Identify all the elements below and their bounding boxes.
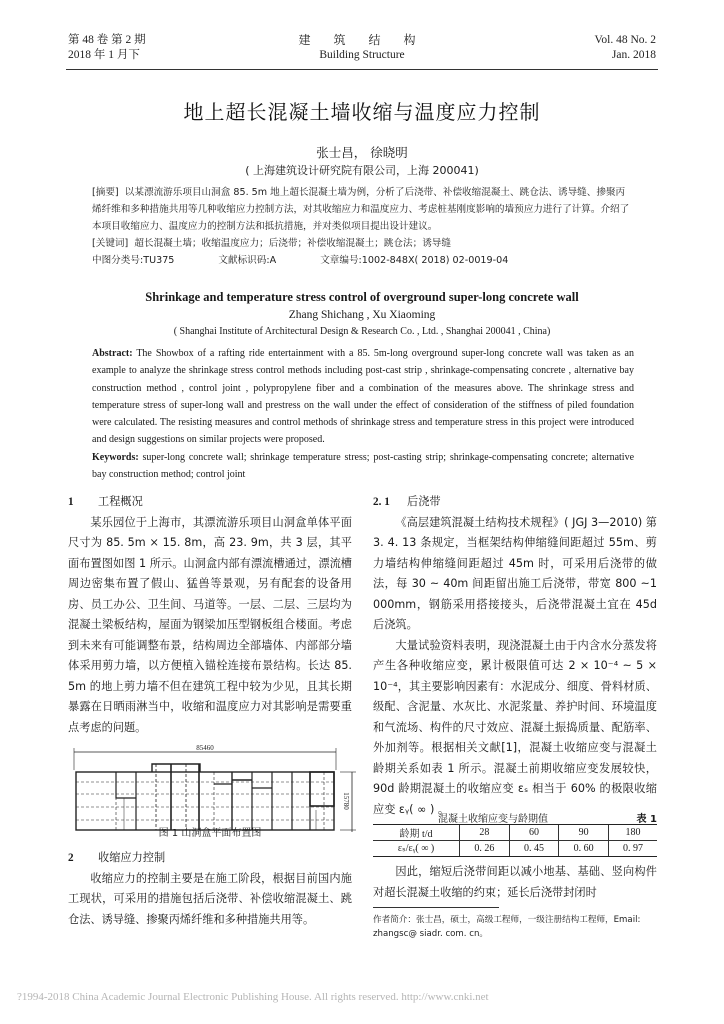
section2-1-paragraph-3: 因此，缩短后浇带间距以减小地基、基础、竖向构件对超长混凝土收缩的约束；延长后浇带封闭时 bbox=[373, 865, 657, 899]
abstract-cn-text: 以某漂流游乐项目山洞盒 85. 5m 地上超长混凝土墙为例，分析了后浇带、补偿收缩混凝土、跳仓法、诱导缝、掺聚丙烯纤维和多种措施共用等几种收缩应力控制方法，对其收缩应力和温度应力、考虑桩基刚度影响的墙预应力进行了计算。介绍了本项目收缩应力、温度应力的控制方法和抵抗措施，并对类似项目提出设计建议。 bbox=[92, 187, 630, 232]
table-cell: 90 bbox=[559, 825, 609, 841]
affiliation-cn: ( 上海建筑设计研究院有限公司，上海 200041) bbox=[245, 164, 479, 177]
article-no-label: 文章编号: bbox=[320, 255, 362, 266]
issue-date: 2018 年 1 月下 bbox=[68, 49, 140, 61]
left-column-top bbox=[68, 492, 352, 738]
doc-code-label: 文献标识码: bbox=[218, 255, 270, 266]
issue-info-en bbox=[595, 33, 656, 63]
keywords-en bbox=[92, 449, 634, 484]
abstract-en-text: The Showbox of a rafting ride entertainment with a 85. 5m-long overground super-long concrete wall was taken as an example to analyze the shrinkage stress control methods including post-cast strip , shrinkage-compensating concrete , alternative bay construction method , control joint , polypropylene fiber and a combination of the measures above. The shrinkage stress and temperature stress of super-long wall and prestress on the wall under the effect of consideration of the stiffness of piled foundation were calculated. The resisting measures and control methods of shrinkage stress and temperature stress in this project were introduced and design suggestions on similar projects were proposed. bbox=[92, 348, 634, 446]
table-cell: 0. 60 bbox=[559, 841, 609, 857]
header-divider bbox=[66, 69, 658, 70]
abstract-cn-block bbox=[92, 184, 634, 269]
right-column-top bbox=[373, 492, 657, 820]
section-heading-2-1 bbox=[373, 492, 657, 513]
table-1-title: 混凝土收缩应变与龄期值 bbox=[438, 814, 548, 825]
paper-title-en: Shrinkage and temperature stress control of overground super-long concrete wall bbox=[145, 290, 579, 304]
right-column-bottom bbox=[373, 862, 657, 903]
floor-plan-drawing bbox=[72, 744, 358, 832]
authors-cn: 张士昌， 徐晓明 bbox=[316, 145, 408, 160]
left-column-bottom bbox=[68, 848, 352, 930]
keywords-en-text: super-long concrete wall; shrinkage temperature stress; post-casting strip; shrinkage-compensating concrete; alternative bay construction method; control joint bbox=[92, 451, 635, 481]
clc-label: 中图分类号: bbox=[92, 255, 144, 266]
classification-line bbox=[92, 252, 634, 269]
dimension-width: 15780 bbox=[342, 792, 350, 810]
affiliation-en: ( Shanghai Institute of Architectural Design & Research Co. , Ltd. , Shanghai 200041 , China) bbox=[173, 326, 551, 337]
figure-1-floor-plan bbox=[72, 744, 358, 832]
section-heading-2 bbox=[68, 848, 352, 869]
abstract-cn-label: [摘要] bbox=[92, 187, 119, 198]
section2-paragraph: 收缩应力的控制主要是在施工阶段，根据目前国内施工现状，可采用的措施包括后浇带、补偿收缩混凝土、跳仓法、诱导缝、掺聚丙烯纤维和多种措施共用等。 bbox=[68, 871, 352, 926]
table-1-number: 表 1 bbox=[636, 814, 657, 825]
article-no-value: 1002-848X( 2018) 02-0019-04 bbox=[361, 255, 509, 266]
volume-issue-en: Vol. 48 No. 2 bbox=[594, 34, 656, 46]
keywords-cn bbox=[92, 235, 634, 252]
abstract-en-label: Abstract: bbox=[92, 348, 133, 359]
abstract-en-block bbox=[92, 345, 634, 483]
abstract-cn bbox=[92, 184, 634, 235]
table-cell: 28 bbox=[460, 825, 510, 841]
section-title: 工程概况 bbox=[98, 495, 143, 508]
journal-name-en: Building Structure bbox=[319, 49, 405, 61]
section-heading-1 bbox=[68, 492, 352, 513]
table-cell: εₛ/εᵧ( ∞ ) bbox=[373, 841, 460, 857]
section2-1-paragraph-2: 大量试验资料表明，现浇混凝土由于内含水分蒸发将产生各种收缩应变，累计极限值可达 2 × 10⁻⁴ ~ 5 × 10⁻⁴，其主要影响因素有：水泥成分、细度、骨料材质、级配、含泥量、水灰比、水泥浆量、养护时间、环境温度和气流场、构件的尺寸效应、混凝土振捣质量、配筋率、外加剂等。根据相关文献[1]，混凝土收缩应变与混凝土龄期关系如表 1 所示。混凝土前期收缩应变发展较快，90d 龄期混凝土的收缩应变 εₛ 相当于 60% 的极限收缩应变 εᵧ( ∞ ) 。 bbox=[373, 638, 657, 816]
section-title: 后浇带 bbox=[407, 495, 441, 508]
section-number: 2 bbox=[68, 852, 74, 864]
table-1-shrinkage-vs-age bbox=[373, 824, 657, 857]
keywords-cn-text: 超长混凝土墙；收缩温度应力；后浇带；补偿收缩混凝土；跳仓法；诱导缝 bbox=[134, 238, 451, 249]
copyright-footer: ?1994-2018 China Academic Journal Electronic Publishing House. All rights reserved. http://www.cnki.net bbox=[17, 991, 489, 1003]
authors-en: Zhang Shichang , Xu Xiaoming bbox=[288, 309, 436, 321]
keywords-en-label: Keywords: bbox=[92, 451, 139, 463]
doc-code-value: A bbox=[269, 255, 277, 266]
volume-issue: 第 48 卷 第 2 期 bbox=[68, 34, 146, 46]
table-cell: 0. 26 bbox=[460, 841, 510, 857]
section-title: 收缩应力控制 bbox=[98, 851, 166, 864]
clc-value: TU375 bbox=[143, 255, 175, 266]
abstract-en bbox=[92, 345, 634, 449]
author-footnote: 作者简介：张士昌，硕士，高级工程师，一级注册结构工程师，Email: zhangsc@ siadr. com. cn。 bbox=[373, 915, 641, 939]
figure-1-caption: 图 1 山洞盒平面布置图 bbox=[158, 828, 262, 839]
keywords-cn-label: [关键词] bbox=[92, 238, 129, 249]
section2-1-paragraph-1: 《高层建筑混凝土结构技术规程》( JGJ 3—2010) 第 3. 4. 13 条规定，当框架结构伸缩缝间距超过 55m、剪力墙结构伸缩缝间距超过 45m 时，可采用后浇带的做法，每 30 ~ 40m 间距留出施工后浇带，带宽 800 ~1 000mm，钢筋采用搭接接头，后浇带混凝土宜在 45d 后浇筑。 bbox=[373, 515, 657, 631]
issue-date-en: Jan. 2018 bbox=[611, 49, 656, 61]
table-cell: 0. 97 bbox=[608, 841, 657, 857]
table-cell: 180 bbox=[608, 825, 657, 841]
paper-title-cn: 地上超长混凝土墙收缩与温度应力控制 bbox=[183, 100, 541, 124]
table-cell: 0. 45 bbox=[509, 841, 559, 857]
section-number: 2. 1 bbox=[373, 496, 390, 508]
section1-paragraph: 某乐园位于上海市，其漂流游乐项目山洞盒单体平面尺寸为 85. 5m × 15. 8m，高 23. 9m，共 3 层，其平面布置图如图 1 所示。山洞盒内部有漂流槽通过，漂流槽周边密集布置了假山、猛兽等景观，另有配套的设备用房、员工办公、卫生间、马道等。一层、二层、三层均为混凝土梁板结构，屋面为钢梁加压型钢板组合楼面。考虑到未来有可能调整布景，结构周边全部墙体、内部部分墙体采用剪力墙，以方便植入锚栓连接布景结构。长达 85. 5m 的地上剪力墙不但在建筑工程中较为少见，且其长期暴露在日晒雨淋当中，收缩和温度应力对其影响是需要重点考虑的问题。 bbox=[68, 515, 352, 734]
journal-name-cn: 建 筑 结 构 bbox=[298, 33, 426, 47]
table-row bbox=[373, 825, 657, 841]
table-cell: 龄期 t/d bbox=[373, 825, 460, 841]
dimension-length: 85460 bbox=[196, 744, 214, 752]
table-row bbox=[373, 841, 657, 857]
section-number: 1 bbox=[68, 496, 74, 508]
table-cell: 60 bbox=[509, 825, 559, 841]
footnote-divider bbox=[373, 907, 499, 908]
